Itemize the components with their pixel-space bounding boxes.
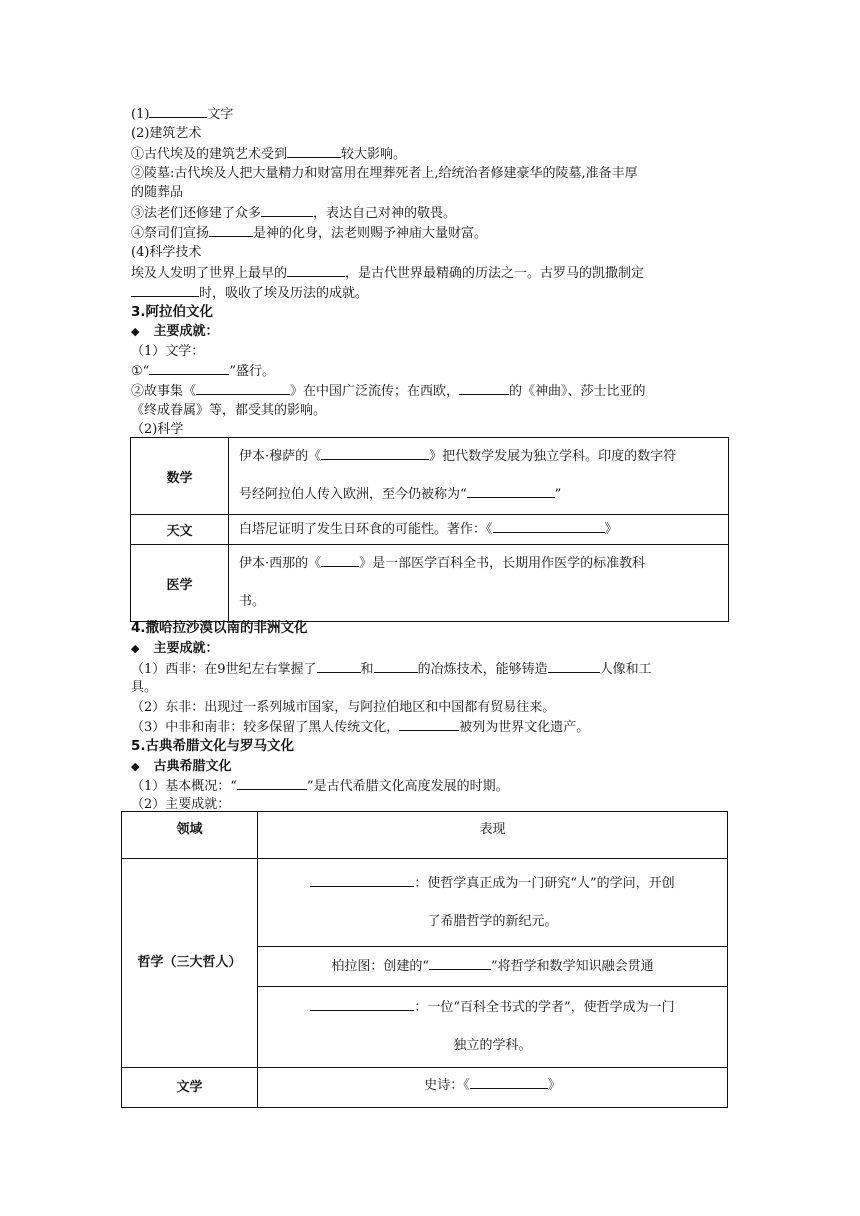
africa-central bbox=[131, 717, 589, 737]
blank bbox=[399, 717, 459, 731]
blank bbox=[237, 776, 307, 790]
table-row bbox=[131, 438, 729, 515]
blank bbox=[459, 381, 509, 395]
text: 》在中国广泛流传；在西欧， bbox=[290, 384, 460, 399]
blank bbox=[374, 659, 418, 673]
blank bbox=[287, 263, 345, 277]
blank bbox=[149, 104, 207, 118]
text: ”将哲学和数学知识融会贯通 bbox=[491, 958, 654, 974]
text: 伊本·穆萨的《 bbox=[239, 449, 322, 464]
arab-lit-2 bbox=[131, 381, 646, 401]
medicine-line-1 bbox=[239, 545, 718, 583]
text: 较大影响。 bbox=[341, 147, 407, 162]
text: 主要成就： bbox=[153, 641, 219, 656]
arab-science-table bbox=[130, 437, 729, 622]
table-row bbox=[122, 812, 728, 859]
egypt-line-calendar bbox=[131, 263, 644, 283]
egypt-line-calendar-cont bbox=[131, 283, 368, 303]
blank bbox=[467, 484, 555, 498]
col-header-show: 表现 bbox=[258, 812, 728, 859]
egypt-line-tombs: ②陵墓:古代埃及人把大量精力和财富用在埋葬死者上,给统治者修建豪华的陵墓,准备丰厚 bbox=[131, 166, 638, 181]
arab-achievements bbox=[131, 322, 218, 341]
text: ：使哲学真正成为一门研究“人”的学问，开创 bbox=[414, 875, 675, 891]
arab-science: （2)科学 bbox=[131, 422, 184, 437]
text: 被列为世界文化遗产。 bbox=[459, 720, 590, 735]
greece-basic bbox=[131, 776, 509, 796]
text: 白塔尼证明了发生日环食的可能性。著作：《 bbox=[239, 521, 493, 537]
egypt-line-influence bbox=[131, 144, 406, 164]
text: ” bbox=[554, 487, 562, 502]
blank bbox=[493, 519, 605, 533]
literature-cell bbox=[258, 1068, 728, 1108]
africa-east: （2）东非：出现过一系列城市国家，与阿拉伯地区和中国都有贸易往来。 bbox=[131, 700, 556, 715]
text: ”盛行。 bbox=[229, 364, 275, 379]
greece-subheading bbox=[131, 757, 231, 776]
diamond-icon: ◆ bbox=[131, 325, 140, 338]
philosophy-plato bbox=[258, 947, 728, 987]
text: 》 bbox=[604, 521, 618, 537]
text: 史诗：《 bbox=[424, 1078, 470, 1093]
blank bbox=[310, 997, 414, 1011]
egypt-line-priests bbox=[131, 223, 487, 243]
text: 》 bbox=[547, 1078, 561, 1093]
blank bbox=[310, 873, 414, 887]
astronomy-label: 天文 bbox=[131, 515, 229, 545]
aristotle-line-2: 独立的学科。 bbox=[453, 1038, 532, 1053]
africa-heading: 4.撒哈拉沙漠以南的非洲文化 bbox=[131, 620, 308, 636]
egypt-line-architecture: (2)建筑艺术 bbox=[131, 126, 202, 141]
medicine-line-2: 书。 bbox=[239, 594, 266, 609]
text: ④祭司们宣扬 bbox=[131, 226, 210, 241]
greece-main: （2）主要成就： bbox=[131, 797, 231, 812]
diamond-icon: ◆ bbox=[131, 760, 140, 773]
text: ①古代埃及的建筑艺术受到 bbox=[131, 147, 288, 162]
text: 伊本·西那的《 bbox=[239, 556, 322, 571]
socrates-line-1 bbox=[268, 865, 717, 903]
table-row bbox=[122, 859, 728, 947]
philosophy-aristotle bbox=[258, 987, 728, 1068]
text: ，是古代世界最精确的历法之一。古罗马的凯撒制定 bbox=[345, 266, 645, 281]
blank bbox=[317, 659, 361, 673]
text: ①“ bbox=[131, 364, 150, 379]
math-cell bbox=[229, 438, 729, 515]
table-row bbox=[131, 545, 729, 622]
text: 》把代数学发展为独立学科。印度的数字符 bbox=[429, 449, 677, 464]
blank bbox=[429, 956, 491, 970]
arab-heading: 3.阿拉伯文化 bbox=[131, 304, 214, 320]
text: 的冶炼技术，能够铸造 bbox=[417, 662, 548, 677]
math-line-1 bbox=[239, 438, 718, 476]
aristotle-line-1 bbox=[268, 989, 717, 1027]
text: ②故事集《 bbox=[131, 384, 197, 399]
medicine-cell bbox=[229, 545, 729, 622]
text: （1）西非：在9世纪左右掌握了 bbox=[131, 662, 317, 677]
astronomy-cell bbox=[229, 515, 729, 545]
medicine-label: 医学 bbox=[131, 545, 229, 622]
blank bbox=[209, 223, 253, 237]
table-row bbox=[122, 1068, 728, 1108]
egypt-line-science: (4)科学技术 bbox=[131, 245, 202, 260]
blank bbox=[149, 361, 229, 375]
greece-achievements-table bbox=[121, 811, 728, 1108]
blank bbox=[287, 144, 341, 158]
text: 埃及人发明了世界上最早的 bbox=[131, 266, 288, 281]
blank bbox=[321, 553, 359, 567]
blank bbox=[321, 446, 429, 460]
text: 柏拉图：创建的“ bbox=[331, 958, 429, 974]
text: 》是一部医学百科全书，长期用作医学的标准教科 bbox=[359, 556, 646, 571]
egypt-line-temples bbox=[131, 203, 456, 223]
text: ③法老们还修建了众多 bbox=[131, 206, 262, 221]
blank bbox=[131, 283, 199, 297]
blank bbox=[261, 203, 313, 217]
arab-lit-1 bbox=[131, 361, 275, 381]
egypt-line-writing bbox=[131, 104, 233, 124]
text: (1) bbox=[131, 107, 150, 122]
math-label: 数学 bbox=[131, 438, 229, 515]
math-line-2 bbox=[239, 476, 718, 514]
philosophy-socrates bbox=[258, 859, 728, 947]
africa-west bbox=[131, 659, 652, 679]
text: ”是古代希腊文化高度发展的时期。 bbox=[306, 779, 509, 794]
socrates-line-2: 了希腊哲学的新纪元。 bbox=[427, 913, 558, 929]
text: （3）中非和南非：较多保留了黑人传统文化， bbox=[131, 720, 400, 735]
text: 文字 bbox=[207, 107, 234, 122]
text: 古典希腊文化 bbox=[153, 759, 232, 774]
text: （1）基本概况：“ bbox=[131, 779, 237, 794]
literature-label: 文学 bbox=[122, 1068, 258, 1108]
arab-lit-3: 《终成眷属》等，都受其的影响。 bbox=[131, 403, 327, 418]
africa-achievements bbox=[131, 639, 218, 658]
text: ：一位“百科全书式的学者”，使哲学成为一门 bbox=[414, 1000, 675, 1015]
col-header-field: 领域 bbox=[122, 812, 258, 859]
text: 的《神曲》、莎士比亚的 bbox=[509, 384, 646, 399]
table-row bbox=[131, 515, 729, 545]
africa-west-cont: 具。 bbox=[131, 680, 158, 695]
text: ，表达自己对神的敬畏。 bbox=[313, 206, 457, 221]
text: 人像和工 bbox=[599, 662, 652, 677]
text: 主要成就： bbox=[153, 324, 219, 339]
greece-heading: 5.古典希腊文化与罗马文化 bbox=[131, 738, 295, 754]
text: 和 bbox=[360, 662, 374, 677]
text: 号经阿拉伯人传入欧洲，至今仍被称为“ bbox=[239, 487, 467, 502]
text: 是神的化身，法老则赐予神庙大量财富。 bbox=[253, 226, 488, 241]
diamond-icon: ◆ bbox=[131, 642, 140, 655]
text: 时，吸收了埃及历法的成就。 bbox=[199, 286, 369, 301]
philosophy-label: 哲学（三大哲人） bbox=[122, 859, 258, 1068]
egypt-line-tombs-cont: 的随葬品 bbox=[131, 185, 184, 200]
blank bbox=[548, 659, 600, 673]
blank bbox=[196, 381, 290, 395]
blank bbox=[470, 1075, 548, 1089]
arab-literature: （1）文学： bbox=[131, 344, 205, 359]
